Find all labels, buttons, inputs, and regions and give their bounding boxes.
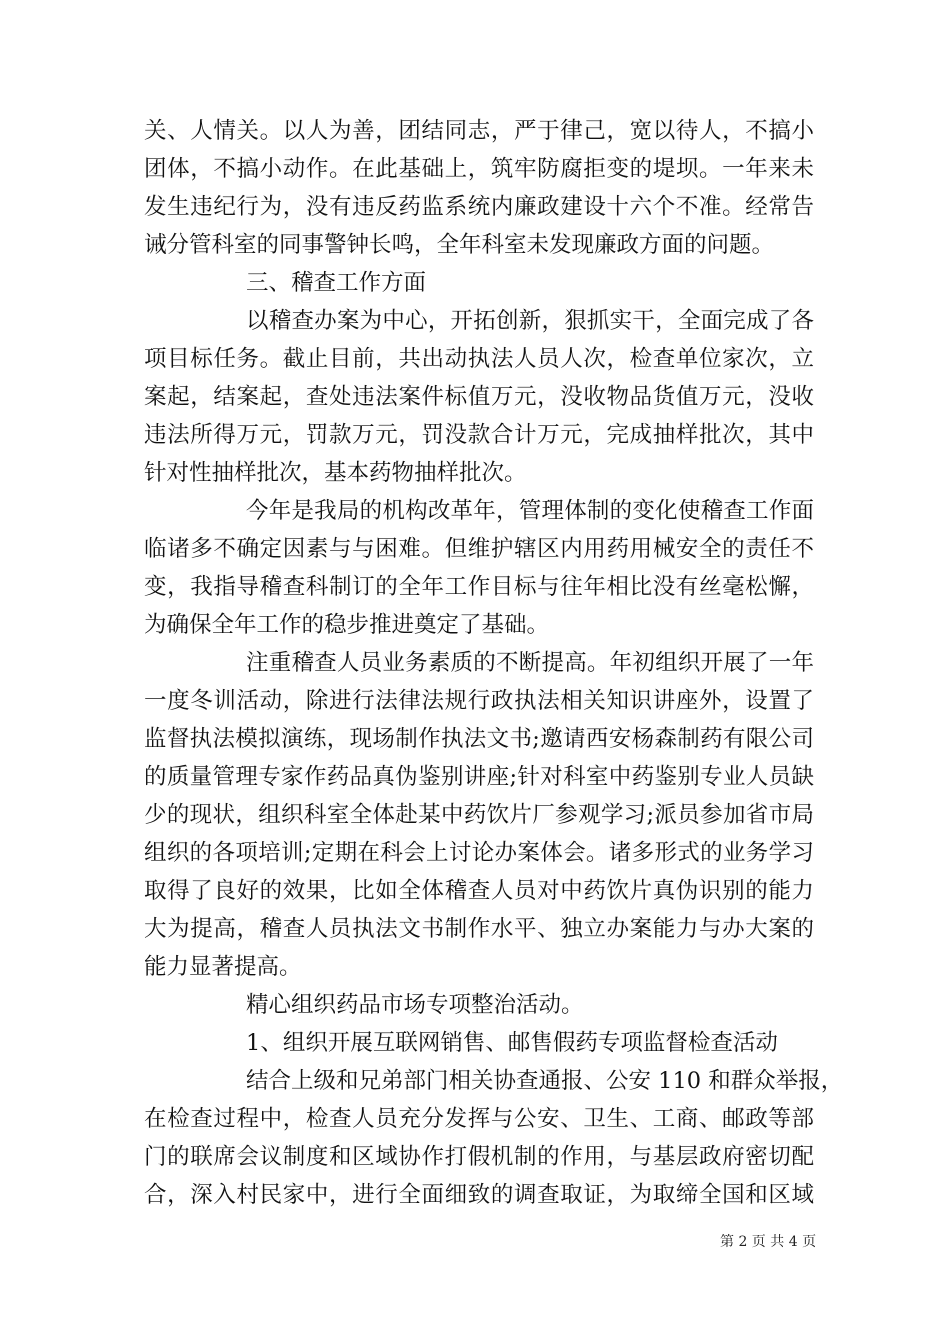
text-line: 监督执法模拟演练，现场制作执法文书;邀请西安杨森制药有限公司: [144, 726, 814, 752]
text-line: 为确保全年工作的稳步推进奠定了基础。: [144, 612, 550, 638]
text-line: 发生违纪行为，没有违反药监系统内廉政建设十六个不准。经常告: [144, 194, 814, 220]
text-line: 取得了良好的效果，比如全体稽查人员对中药饮片真伪识别的能力: [144, 878, 814, 904]
text-line: 诫分管科室的同事警钟长鸣，全年科室未发现廉政方面的问题。: [144, 232, 775, 258]
text-line: 以稽查办案为中心，开拓创新，狠抓实干，全面完成了各: [246, 308, 814, 334]
section-heading: 三、稽查工作方面: [246, 270, 427, 296]
text-line: 变，我指导稽查科制订的全年工作目标与往年相比没有丝毫松懈，: [144, 574, 814, 600]
text-line: 门的联席会议制度和区域协作打假机制的作用，与基层政府密切配: [144, 1144, 814, 1170]
page-number-footer: 第 2 页 共 4 页: [720, 1234, 817, 1250]
text-line: 结合上级和兄弟部门相关协查通报、公安 110 和群众举报，: [246, 1068, 844, 1094]
text-line: 组织的各项培训;定期在科会上讨论办案体会。诸多形式的业务学习: [144, 840, 814, 866]
text-line: 大为提高，稽查人员执法文书制作水平、独立办案能力与办大案的: [144, 916, 814, 942]
text-line: 少的现状，组织科室全体赴某中药饮片厂参观学习;派员参加省市局: [144, 802, 814, 828]
text-line: 临诸多不确定因素与与困难。但维护辖区内用药用械安全的责任不: [144, 536, 814, 562]
text-line: 关、人情关。以人为善，团结同志，严于律己，宽以待人，不搞小: [144, 118, 814, 144]
text-line: 精心组织药品市场专项整治活动。: [246, 992, 584, 1018]
text-line: 合，深入村民家中，进行全面细致的调查取证，为取缔全国和区域: [144, 1182, 814, 1208]
text-line: 能力显著提高。: [144, 954, 302, 980]
text-line: 项目标任务。截止目前，共出动执法人员人次，检查单位家次，立: [144, 346, 814, 372]
text-line: 今年是我局的机构改革年，管理体制的变化使稽查工作面: [246, 498, 814, 524]
text-line: 违法所得万元，罚款万元，罚没款合计万元，完成抽样批次，其中: [144, 422, 814, 448]
text-line: 的质量管理专家作药品真伪鉴别讲座;针对科室中药鉴别专业人员缺: [144, 764, 814, 790]
section-subheading: 1、组织开展互联网销售、邮售假药专项监督检查活动: [246, 1030, 778, 1056]
text-line: 团体，不搞小动作。在此基础上，筑牢防腐拒变的堤坝。一年来未: [144, 156, 814, 182]
text-line: 案起，结案起，查处违法案件标值万元，没收物品货值万元，没收: [144, 384, 814, 410]
text-line: 注重稽查人员业务素质的不断提高。年初组织开展了一年: [246, 650, 814, 676]
text-line: 在检查过程中，检查人员充分发挥与公安、卫生、工商、邮政等部: [144, 1106, 814, 1132]
text-line: 一度冬训活动，除进行法律法规行政执法相关知识讲座外，设置了: [144, 688, 814, 714]
text-line: 针对性抽样批次，基本药物抽样批次。: [144, 460, 527, 486]
